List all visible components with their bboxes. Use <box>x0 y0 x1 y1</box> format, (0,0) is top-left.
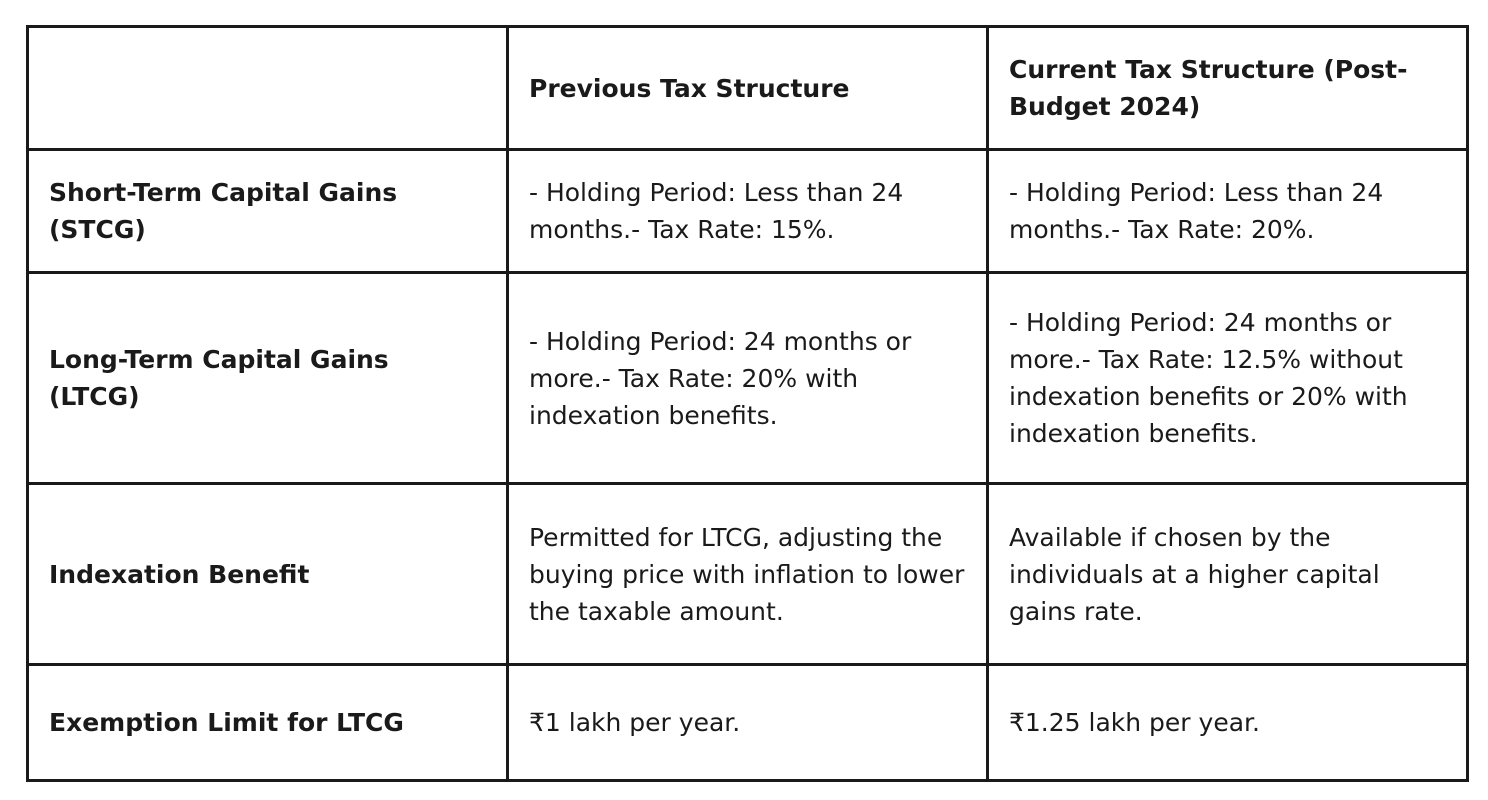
cell-exemption-current: ₹1.25 lakh per year. <box>988 665 1468 781</box>
table-row <box>28 273 1468 484</box>
tax-comparison-table <box>26 25 1469 782</box>
header-current-tax-structure: Current Tax Structure (Post-Budget 2024) <box>988 27 1468 150</box>
header-previous-tax-structure: Previous Tax Structure <box>508 27 988 150</box>
cell-stcg-current: - Holding Period: Less than 24 months.- Tax Rate: 20%. <box>988 150 1468 273</box>
cell-exemption-previous: ₹1 lakh per year. <box>508 665 988 781</box>
table-row <box>28 484 1468 665</box>
row-label-stcg: Short-Term Capital Gains (STCG) <box>28 150 508 273</box>
cell-ltcg-current: - Holding Period: 24 months or more.- Tax Rate: 12.5% without indexation benefits or 20% with indexation benefits. <box>988 273 1468 484</box>
row-label-indexation: Indexation Benefit <box>28 484 508 665</box>
table-row <box>28 665 1468 781</box>
cell-ltcg-previous: - Holding Period: 24 months or more.- Tax Rate: 20% with indexation benefits. <box>508 273 988 484</box>
cell-stcg-previous: - Holding Period: Less than 24 months.- Tax Rate: 15%. <box>508 150 988 273</box>
table-header-row <box>28 27 1468 150</box>
row-label-ltcg: Long-Term Capital Gains (LTCG) <box>28 273 508 484</box>
row-label-exemption: Exemption Limit for LTCG <box>28 665 508 781</box>
table-row <box>28 150 1468 273</box>
cell-indexation-current: Available if chosen by the individuals at a higher capital gains rate. <box>988 484 1468 665</box>
header-empty-cell <box>28 27 508 150</box>
cell-indexation-previous: Permitted for LTCG, adjusting the buying price with inflation to lower the taxable amount. <box>508 484 988 665</box>
